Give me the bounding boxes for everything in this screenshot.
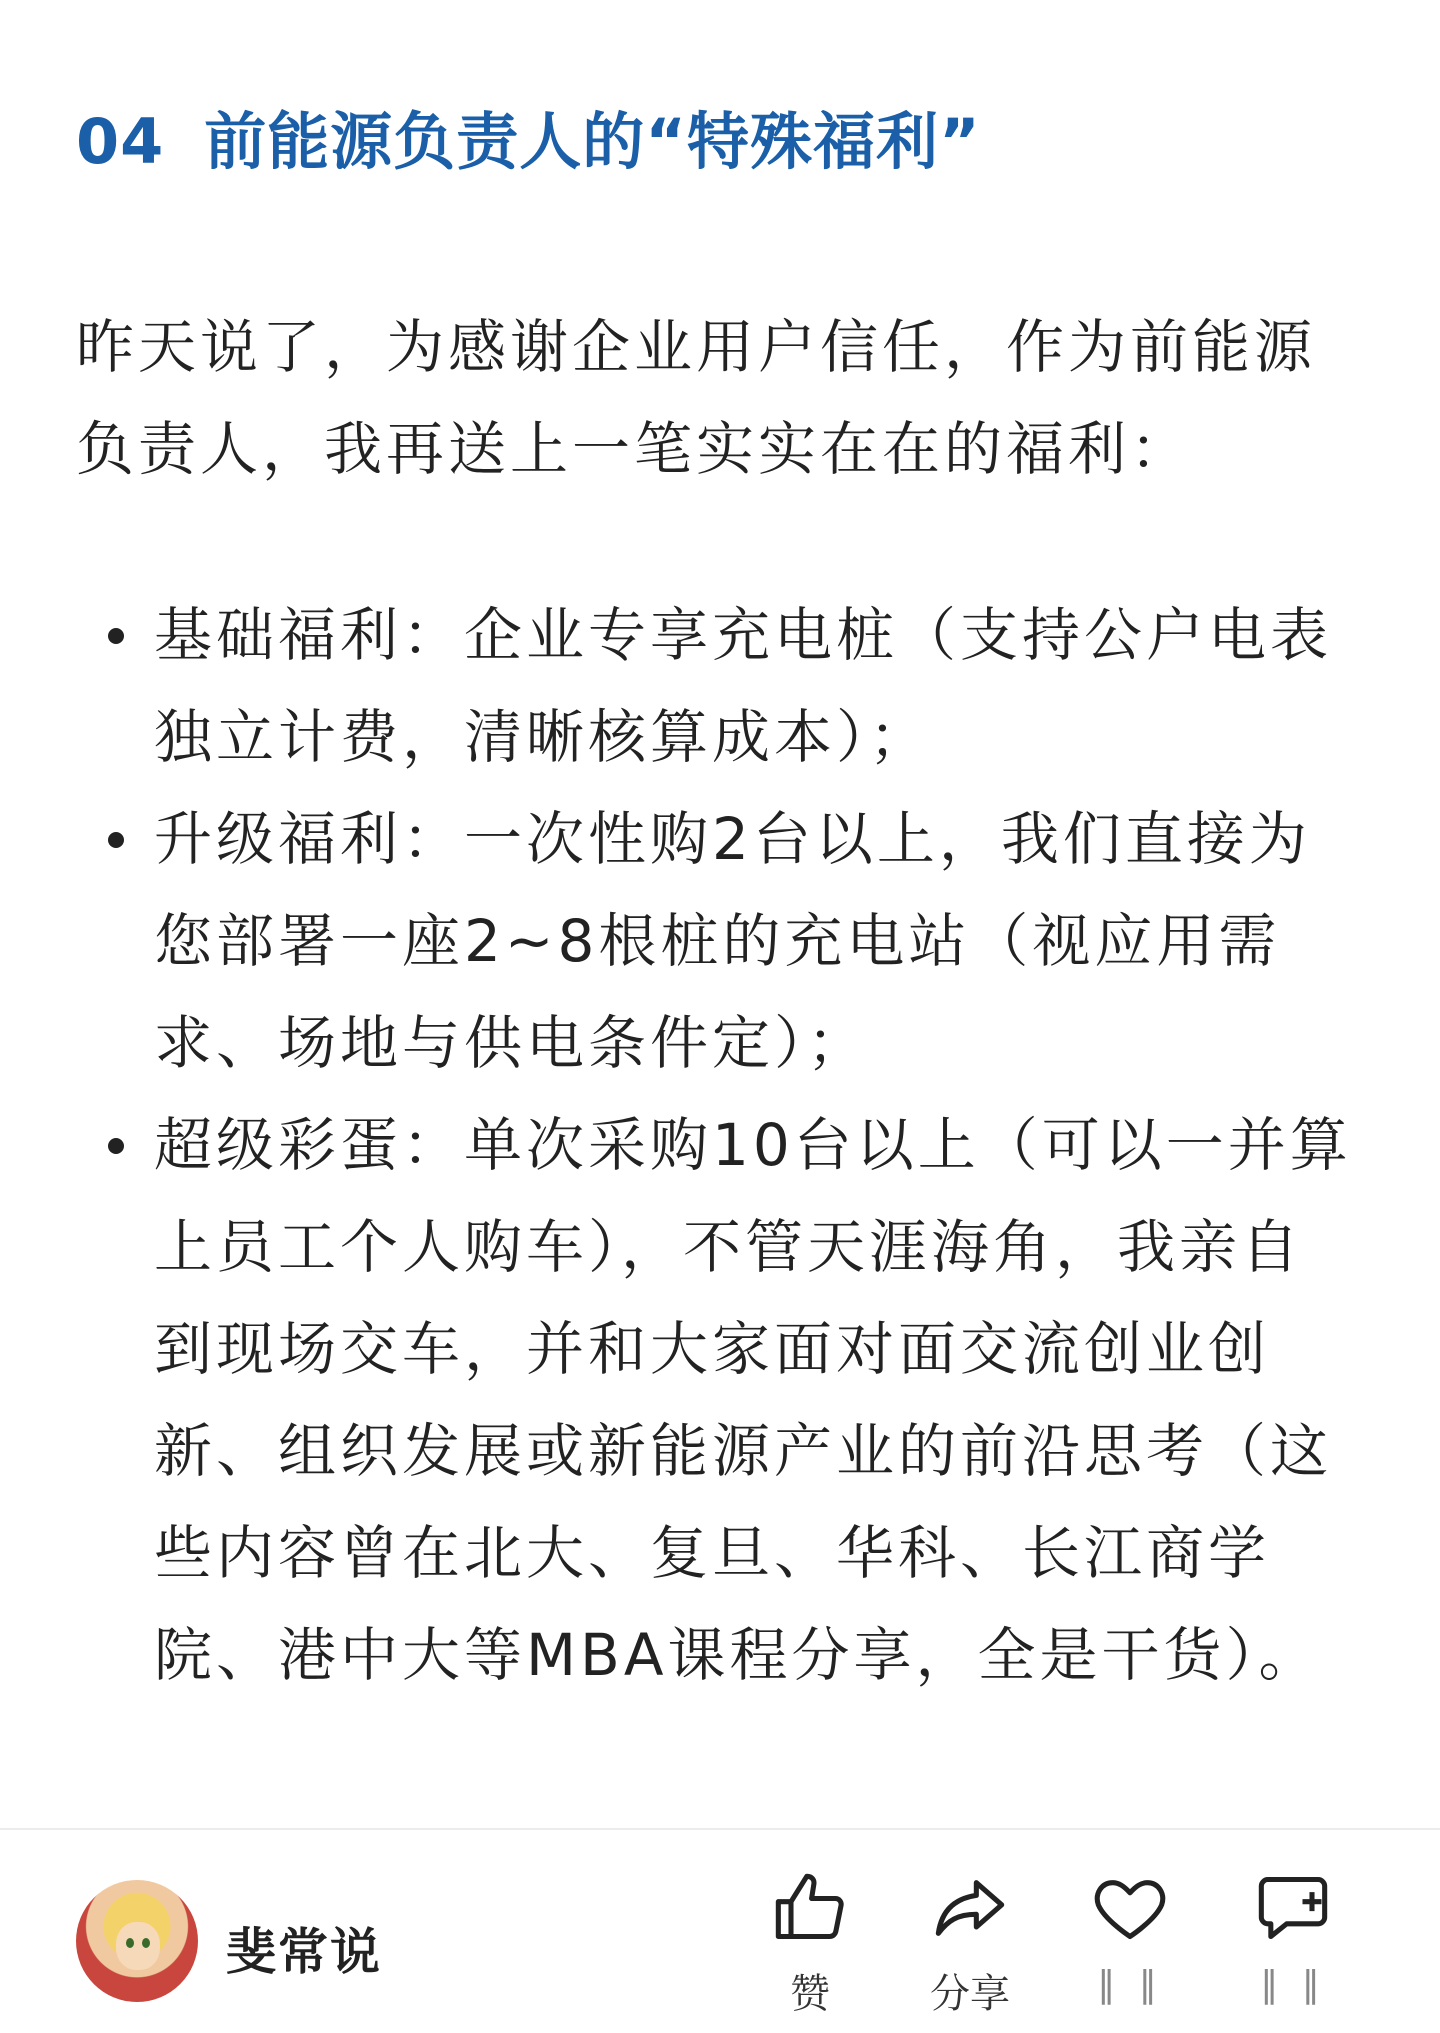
like-label: 赞 xyxy=(790,1971,830,2017)
avatar[interactable] xyxy=(76,1880,198,2002)
comment-button[interactable] xyxy=(1228,1870,1358,2005)
avatar-eye xyxy=(126,1938,134,1948)
share-label: 分享 xyxy=(930,1971,1010,2017)
like-button[interactable] xyxy=(745,1870,875,2019)
favorite-count-obscured: ‖ ‖ xyxy=(1097,1964,1163,2005)
section-number: 04 xyxy=(76,105,165,178)
list-item-text: 升级福利：一次性购2台以上，我们直接为您部署一座2~8根桩的充电站（视应用需求、场地与供电条件定）； xyxy=(154,805,1311,1077)
share-button[interactable] xyxy=(905,1870,1035,2019)
comment-count-obscured: ‖ ‖ xyxy=(1260,1964,1326,2005)
benefits-list xyxy=(0,584,1440,1706)
bullet-dot xyxy=(108,832,124,848)
heart-icon xyxy=(1092,1870,1168,1946)
favorite-button[interactable] xyxy=(1065,1870,1195,2005)
section-title: 前能源负责人的“特殊福利” xyxy=(204,105,981,178)
bullet-dot xyxy=(108,628,124,644)
share-arrow-icon xyxy=(932,1870,1008,1946)
list-item xyxy=(0,1094,1364,1706)
thumbs-up-icon xyxy=(772,1870,848,1946)
avatar-eye xyxy=(142,1938,150,1948)
bullet-dot xyxy=(108,1138,124,1154)
list-item-text: 超级彩蛋：单次采购10台以上（可以一并算上员工个人购车），不管天涯海角，我亲自到现场交车，并和大家面对面交流创业创新、组织发展或新能源产业的前沿思考（这些内容曾在北大、复旦、华科、长江商学院、港中大等MBA课程分享，全是干货）。 xyxy=(154,1111,1352,1689)
post-footer xyxy=(0,1830,1440,2033)
author-name[interactable]: 斐常说 xyxy=(226,1923,382,1981)
section-heading xyxy=(76,92,981,181)
avatar-face xyxy=(116,1922,160,1970)
list-item-text: 基础福利：企业专享充电桩（支持公户电表独立计费，清晰核算成本）； xyxy=(154,601,1333,771)
comment-add-icon xyxy=(1255,1870,1331,1946)
list-item xyxy=(0,788,1364,1094)
intro-paragraph: 昨天说了，为感谢企业用户信任，作为前能源负责人，我再送上一笔实实在在的福利： xyxy=(76,313,1317,483)
list-item xyxy=(0,584,1364,788)
